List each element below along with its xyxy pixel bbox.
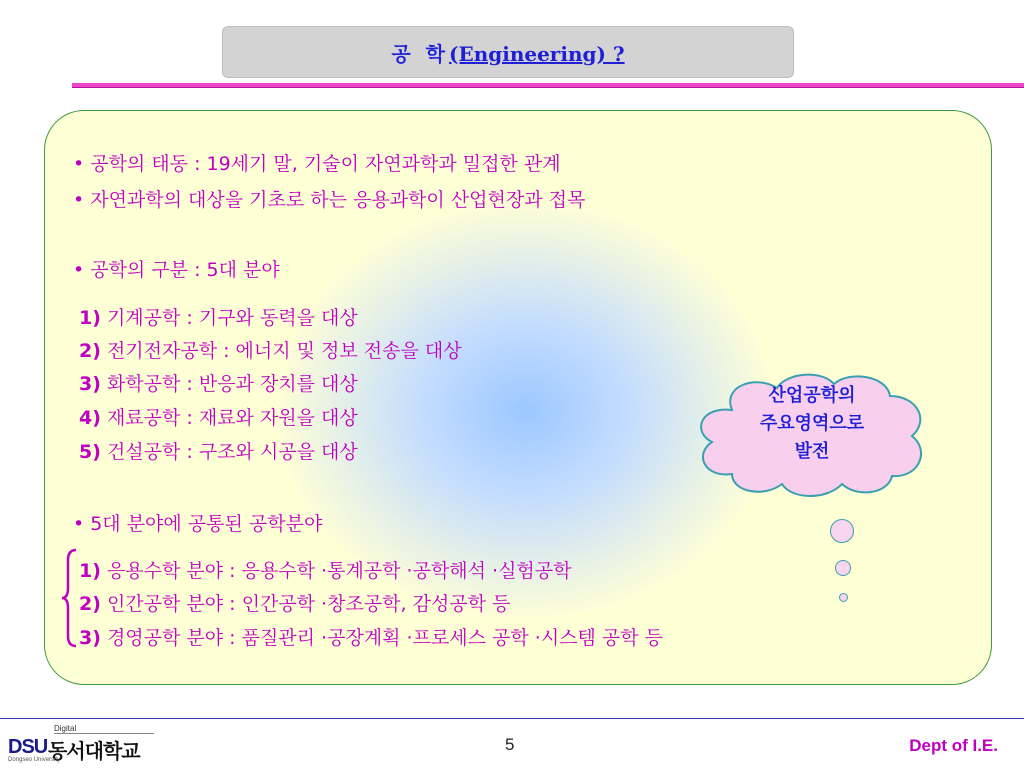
bullet-dot-icon: • [73,189,85,211]
field-item: 1) 기계공학 : 기구와 동력을 대상 [79,307,358,329]
footer-divider [0,718,1024,719]
logo-divider [54,733,154,734]
bullet-item: • 자연과학의 대상을 기초로 하는 응용과학이 산업현장과 접목 [73,189,586,211]
title-divider [72,83,1024,88]
bullet-dot-icon: • [73,259,85,281]
callout-text: 산업공학의 주요영역으로 발전 [759,385,865,462]
thought-bubble-medium [835,560,851,576]
thought-bubble-small [839,593,848,602]
common-field-item: 3) 경영공학 분야 : 품질관리 ·공장계획 ·프로세스 공학 ·시스템 공학 등 [79,627,664,649]
department-label: Dept of I.E. [909,736,998,755]
common-field-item: 2) 인간공학 분야 : 인간공학 ·창조공학, 감성공학 등 [79,593,511,615]
field-item: 2) 전기전자공학 : 에너지 및 정보 전송을 대상 [79,340,462,362]
callout-cloud [692,370,932,500]
bullet-item: • 공학의 태동 : 19세기 말, 기술이 자연과학과 밀접한 관계 [73,153,561,175]
bullet-item: • 공학의 구분 : 5대 분야 [73,259,280,281]
curly-brace-icon [60,548,80,648]
bullet-item: • 5대 분야에 공통된 공학분야 [73,513,323,535]
title-korean: 공 학 [391,41,449,66]
logo-university-name: 동서대학교 [48,739,140,763]
bullet-dot-icon: • [73,153,85,175]
title-english: (Engineering) ? [448,41,625,66]
university-logo: Digital DSU 동서대학교 Dongseo University [8,724,168,764]
thought-bubble-large [830,519,854,543]
field-item: 4) 재료공학 : 재료와 자원을 대상 [79,407,358,429]
bullet-dot-icon: • [73,513,85,535]
page-number: 5 [505,735,515,754]
common-field-item: 1) 응용수학 분야 : 응용수학 ·통계공학 ·공학해석 ·실험공학 [79,560,572,582]
field-item: 3) 화학공학 : 반응과 장치를 대상 [79,373,358,395]
logo-dsu-mark: DSU [8,736,48,758]
slide-title-box [222,26,794,78]
slide-title [391,38,624,67]
field-item: 5) 건설공학 : 구조와 시공을 대상 [79,441,358,463]
